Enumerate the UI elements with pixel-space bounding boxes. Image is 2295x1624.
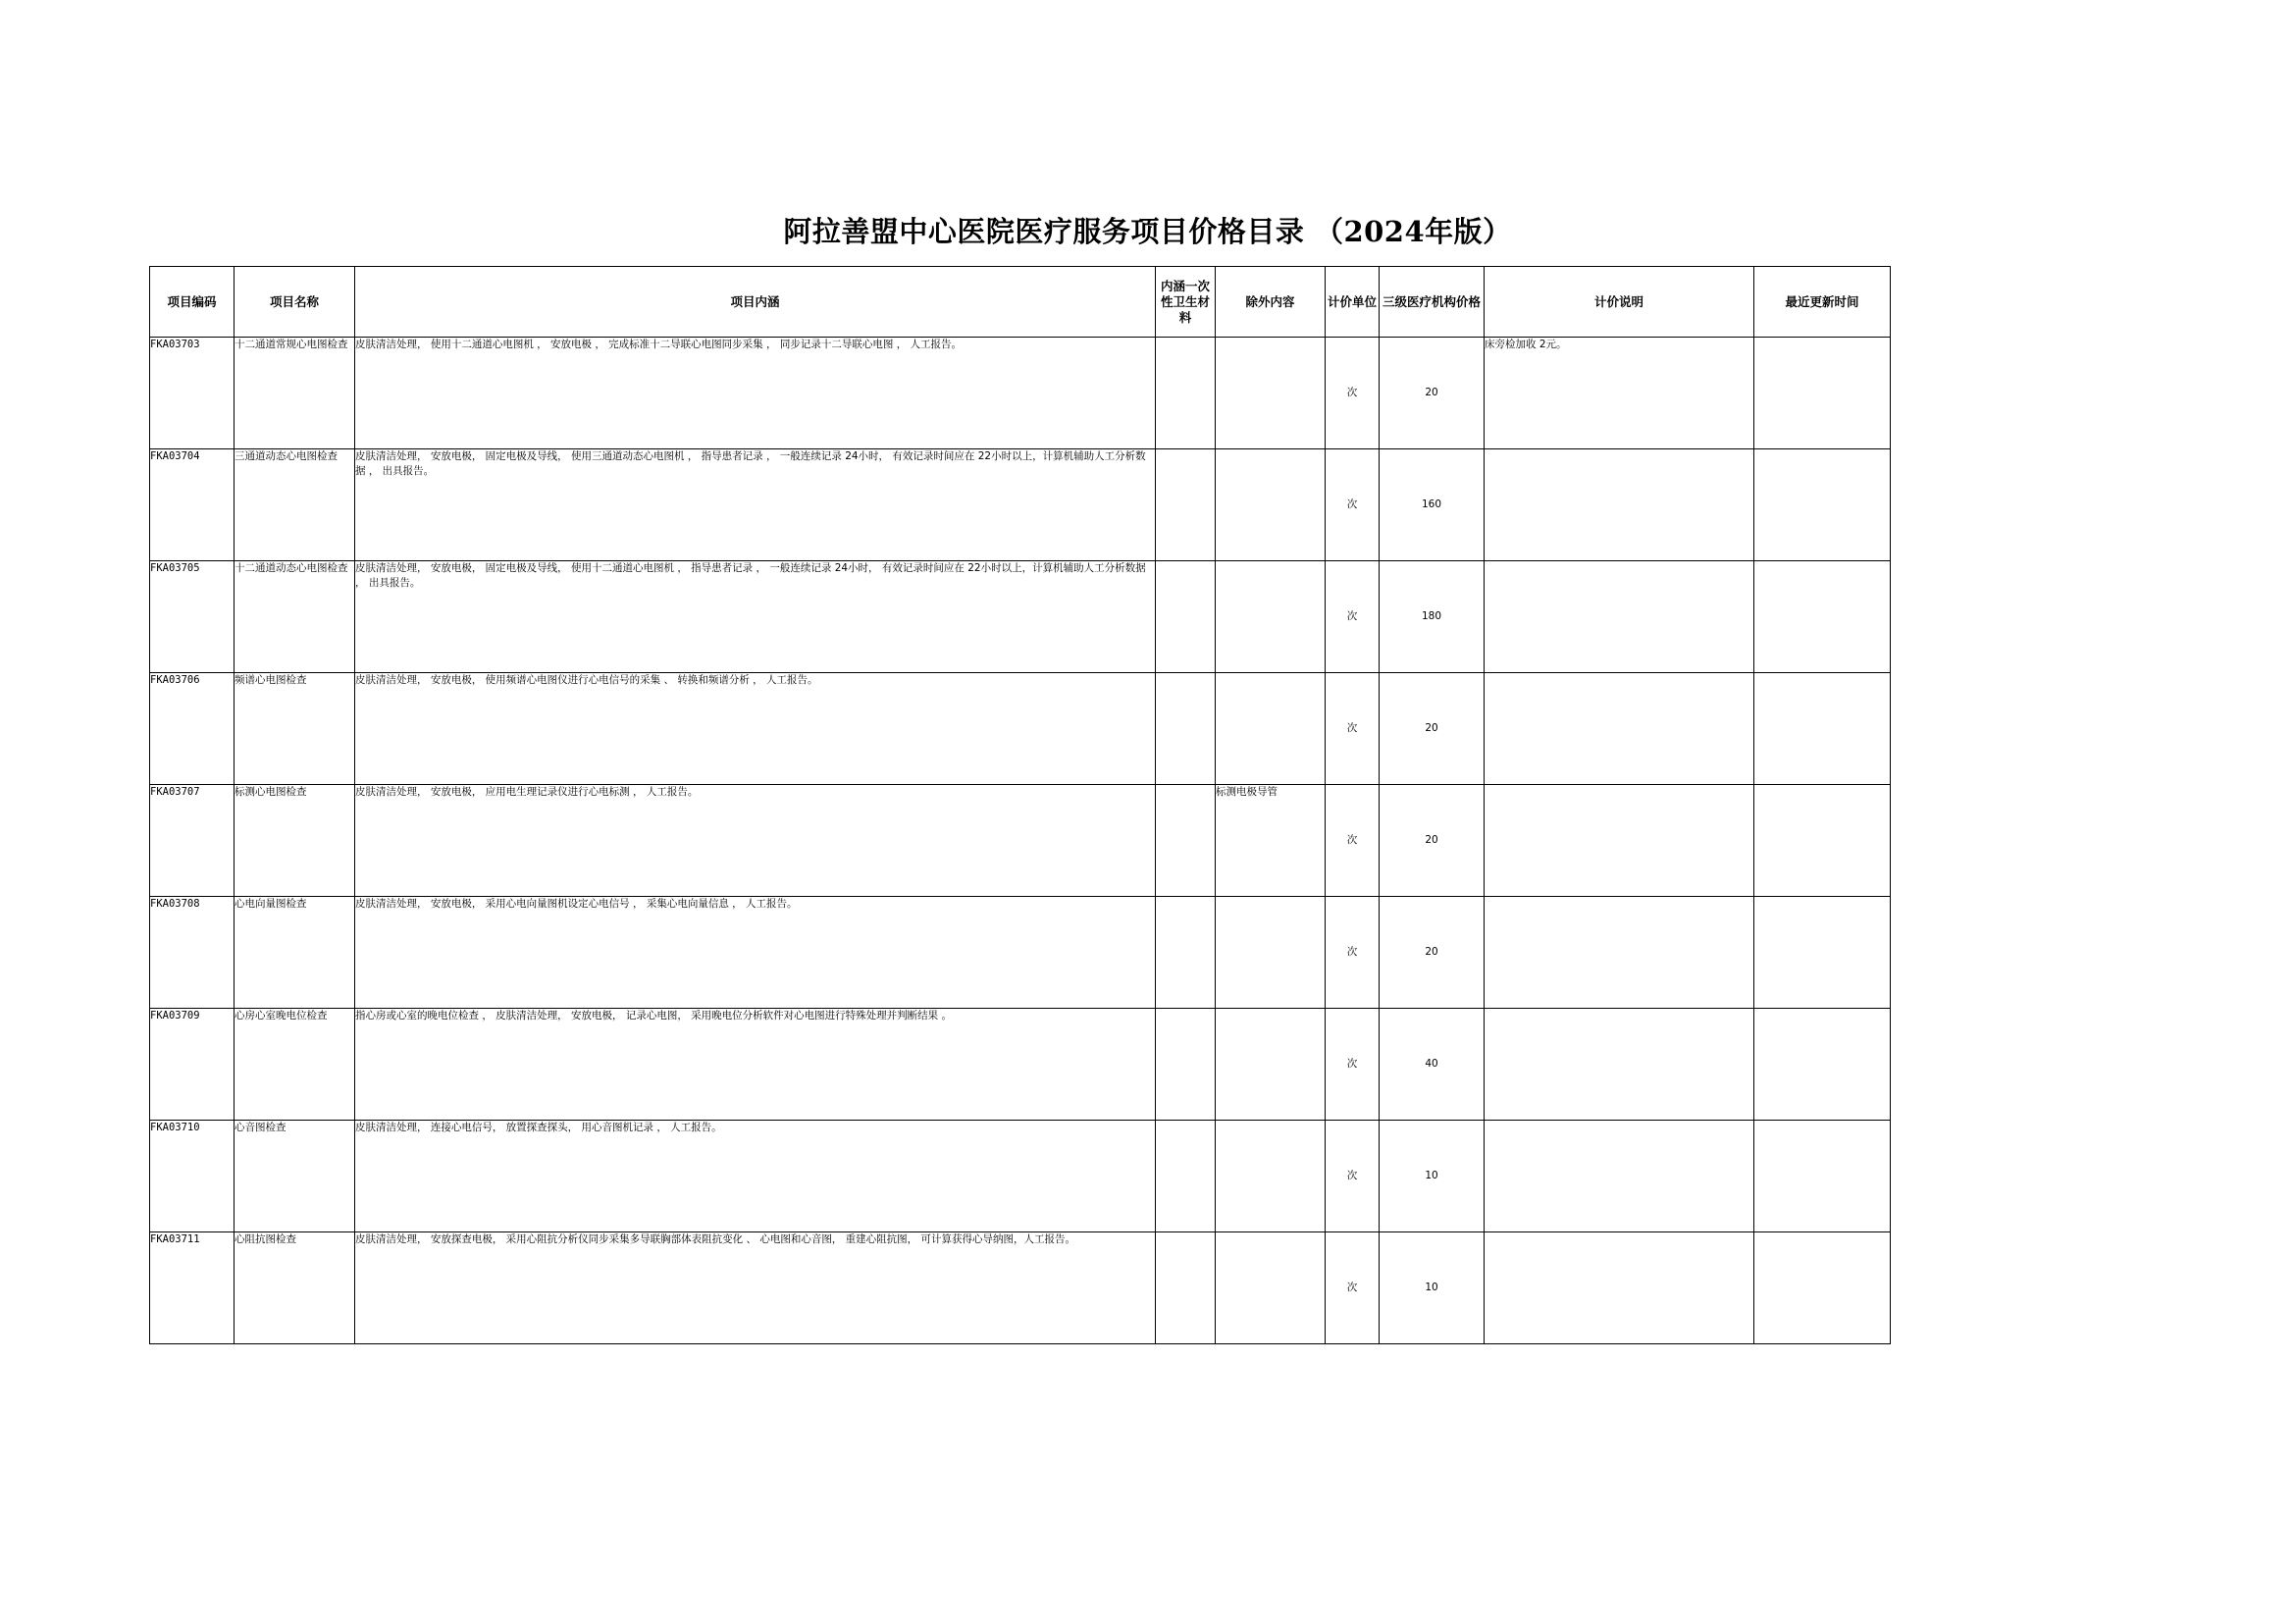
- cell-name: 三通道动态心电图检查: [235, 449, 355, 561]
- document-title: 阿拉善盟中心医院医疗服务项目价格目录 （2024年版）: [783, 215, 1512, 248]
- table-row: [150, 897, 1891, 1009]
- cell-excluded: [1216, 338, 1326, 449]
- cell-included-supplies: [1156, 338, 1216, 449]
- cell-name: 频谱心电图检查: [235, 673, 355, 785]
- cell-code: FKA03704: [150, 449, 235, 561]
- header-unit: 计价单位: [1326, 267, 1380, 338]
- cell-unit: 次: [1326, 338, 1380, 449]
- cell-unit: 次: [1326, 673, 1380, 785]
- cell-price: 40: [1380, 1009, 1485, 1121]
- header-excluded: 除外内容: [1216, 267, 1326, 338]
- table-row: [150, 1121, 1891, 1232]
- cell-excluded: [1216, 673, 1326, 785]
- cell-included-supplies: [1156, 897, 1216, 1009]
- cell-price: 20: [1380, 897, 1485, 1009]
- cell-updated: [1754, 449, 1891, 561]
- cell-excluded: [1216, 449, 1326, 561]
- header-included-supplies: 内涵一次性卫生材料: [1156, 267, 1216, 338]
- header-content: 项目内涵: [355, 267, 1156, 338]
- cell-code: FKA03709: [150, 1009, 235, 1121]
- cell-excluded: [1216, 561, 1326, 673]
- cell-unit: 次: [1326, 1232, 1380, 1344]
- cell-excluded: [1216, 1232, 1326, 1344]
- cell-unit: 次: [1326, 1009, 1380, 1121]
- cell-code: FKA03711: [150, 1232, 235, 1344]
- table-row: [150, 338, 1891, 449]
- cell-content: 皮肤清洁处理， 使用十二通道心电图机 ， 安放电极 ， 完成标准十二导联心电图同步采集 ， 同步记录十二导联心电图 ， 人工报告。: [355, 338, 1156, 449]
- cell-updated: [1754, 785, 1891, 897]
- cell-code: FKA03706: [150, 673, 235, 785]
- table-row: [150, 561, 1891, 673]
- cell-excluded: [1216, 1121, 1326, 1232]
- cell-content: 皮肤清洁处理， 安放电极， 固定电极及导线， 使用十二通道心电图机 ， 指导患者记录 ， 一般连续记录 24小时， 有效记录时间应在 22小时以上，计算机辅助人工分析数据 ， 出具报告。: [355, 561, 1156, 673]
- cell-updated: [1754, 673, 1891, 785]
- cell-included-supplies: [1156, 449, 1216, 561]
- table-header-row: [150, 267, 1891, 338]
- cell-name: 心房心室晚电位检查: [235, 1009, 355, 1121]
- cell-name: 十二通道动态心电图检查: [235, 561, 355, 673]
- cell-content: 指心房或心室的晚电位检查 ， 皮肤清洁处理， 安放电极， 记录心电图， 采用晚电位分析软件对心电图进行特殊处理并判断结果 。: [355, 1009, 1156, 1121]
- cell-updated: [1754, 897, 1891, 1009]
- cell-note: [1485, 1009, 1754, 1121]
- cell-price: 160: [1380, 449, 1485, 561]
- cell-note: [1485, 1121, 1754, 1232]
- price-catalog-table: [149, 266, 1891, 1344]
- cell-note: [1485, 561, 1754, 673]
- table-row: [150, 673, 1891, 785]
- cell-price: 10: [1380, 1121, 1485, 1232]
- header-price: 三级医疗机构价格: [1380, 267, 1485, 338]
- header-code: 项目编码: [150, 267, 235, 338]
- cell-code: FKA03703: [150, 338, 235, 449]
- cell-name: 心电向量图检查: [235, 897, 355, 1009]
- cell-price: 20: [1380, 338, 1485, 449]
- cell-price: 180: [1380, 561, 1485, 673]
- cell-note: [1485, 673, 1754, 785]
- cell-included-supplies: [1156, 1121, 1216, 1232]
- cell-note: 床旁检加收 2元。: [1485, 338, 1754, 449]
- cell-updated: [1754, 338, 1891, 449]
- cell-excluded: [1216, 1009, 1326, 1121]
- cell-name: 标测心电图检查: [235, 785, 355, 897]
- cell-note: [1485, 1232, 1754, 1344]
- cell-unit: 次: [1326, 897, 1380, 1009]
- cell-updated: [1754, 1232, 1891, 1344]
- cell-content: 皮肤清洁处理， 连接心电信号， 放置探查探头， 用心音图机记录 ， 人工报告。: [355, 1121, 1156, 1232]
- header-name: 项目名称: [235, 267, 355, 338]
- header-note: 计价说明: [1485, 267, 1754, 338]
- cell-code: FKA03705: [150, 561, 235, 673]
- cell-included-supplies: [1156, 561, 1216, 673]
- cell-price: 20: [1380, 785, 1485, 897]
- cell-updated: [1754, 561, 1891, 673]
- cell-updated: [1754, 1009, 1891, 1121]
- cell-code: FKA03708: [150, 897, 235, 1009]
- cell-note: [1485, 897, 1754, 1009]
- cell-name: 十二通道常规心电图检查: [235, 338, 355, 449]
- cell-excluded: 标测电极导管: [1216, 785, 1326, 897]
- cell-included-supplies: [1156, 673, 1216, 785]
- cell-unit: 次: [1326, 1121, 1380, 1232]
- cell-included-supplies: [1156, 1009, 1216, 1121]
- table-row: [150, 785, 1891, 897]
- cell-price: 20: [1380, 673, 1485, 785]
- table-row: [150, 1009, 1891, 1121]
- cell-note: [1485, 785, 1754, 897]
- cell-code: FKA03707: [150, 785, 235, 897]
- cell-unit: 次: [1326, 561, 1380, 673]
- cell-included-supplies: [1156, 1232, 1216, 1344]
- cell-name: 心阻抗图检查: [235, 1232, 355, 1344]
- cell-content: 皮肤清洁处理， 安放电极， 应用电生理记录仪进行心电标测 ， 人工报告。: [355, 785, 1156, 897]
- cell-unit: 次: [1326, 449, 1380, 561]
- cell-name: 心音图检查: [235, 1121, 355, 1232]
- cell-content: 皮肤清洁处理， 安放电极， 固定电极及导线， 使用三通道动态心电图机 ， 指导患者记录 ， 一般连续记录 24小时， 有效记录时间应在 22小时以上，计算机辅助人工分析数据 ， 出具报告。: [355, 449, 1156, 561]
- cell-unit: 次: [1326, 785, 1380, 897]
- cell-note: [1485, 449, 1754, 561]
- cell-content: 皮肤清洁处理， 安放探查电极， 采用心阻抗分析仪同步采集多导联胸部体表阻抗变化 、 心电图和心音图， 重建心阻抗图， 可计算获得心导纳图，人工报告。: [355, 1232, 1156, 1344]
- cell-code: FKA03710: [150, 1121, 235, 1232]
- header-updated: 最近更新时间: [1754, 267, 1891, 338]
- table-row: [150, 449, 1891, 561]
- cell-excluded: [1216, 897, 1326, 1009]
- cell-included-supplies: [1156, 785, 1216, 897]
- table-body: [150, 338, 1891, 1344]
- cell-content: 皮肤清洁处理， 安放电极， 使用频谱心电图仪进行心电信号的采集 、 转换和频谱分析 ， 人工报告。: [355, 673, 1156, 785]
- cell-content: 皮肤清洁处理， 安放电极， 采用心电向量图机设定心电信号 ， 采集心电向量信息 ， 人工报告。: [355, 897, 1156, 1009]
- cell-updated: [1754, 1121, 1891, 1232]
- table-row: [150, 1232, 1891, 1344]
- cell-price: 10: [1380, 1232, 1485, 1344]
